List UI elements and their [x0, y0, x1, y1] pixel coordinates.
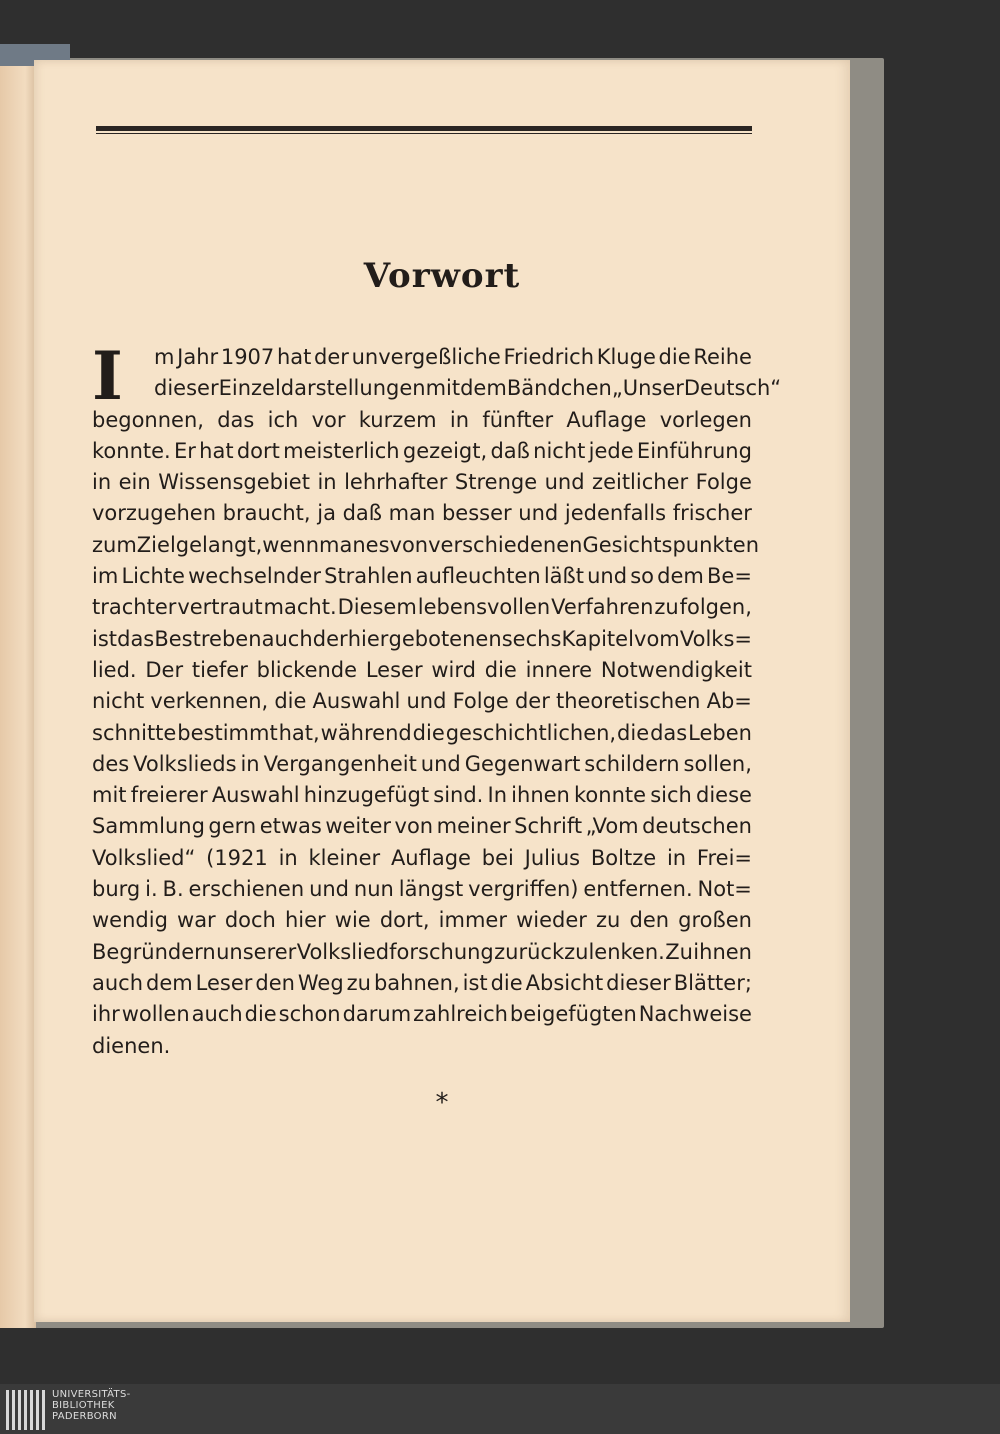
- text-line: m Jahr 1907 hat der unvergeßliche Friedrich Kluge die Reihe: [154, 345, 752, 369]
- text-line: wendig war doch hier wie dort, immer wieder zu den großen: [92, 908, 752, 933]
- page-title: Vorwort: [363, 256, 521, 296]
- text-line: schnitte bestimmt hat, während die geschichtlichen, die das Leben: [92, 720, 752, 745]
- text-line: lied. Der tiefer blickende Leser wird die innere Notwendigkeit: [92, 657, 752, 682]
- text-line: zum Ziel gelangt, wenn man es von verschiedenen Gesichtspunkten: [92, 532, 760, 557]
- text-line: des Volkslieds in Vergangenheit und Gegenwart schildern sollen,: [92, 751, 752, 776]
- text-line: dieser Einzeldarstellungen mit dem Bändchen „Unser Deutsch“: [154, 376, 782, 401]
- text-line: im Lichte wechselnder Strahlen aufleuchten läßt und so dem Be=: [92, 564, 752, 589]
- text-line: begonnen, das ich vor kurzem in fünfter Auflage vorlegen: [92, 407, 752, 432]
- header-rule: [96, 126, 752, 134]
- library-logo-text: [52, 1389, 131, 1422]
- facing-page-edge: [0, 48, 36, 1328]
- book-page: [34, 60, 850, 1322]
- logo-line-3: PADERBORN: [52, 1411, 117, 1422]
- text-line: Sammlung gern etwas weiter von meiner Schrift „Vom deutschen: [92, 814, 752, 839]
- logo-line-2: BIBLIOTHEK: [52, 1400, 115, 1411]
- body-text: [92, 337, 782, 1062]
- library-logo-icon: [6, 1390, 46, 1430]
- text-line: auch dem Leser den Weg zu bahnen, ist die Absicht dieser Blätter;: [92, 970, 752, 995]
- text-line: ist das Bestreben auch der hier gebotenen sechs Kapitel vom Volks=: [92, 626, 752, 651]
- text-line: Begründern unserer Volksliedforschung zurückzulenken. Zu ihnen: [92, 939, 752, 964]
- text-line: burg i. B. erschienen und nun längst vergriffen) entfernen. Not=: [92, 877, 752, 902]
- text-line: nicht verkennen, die Auswahl und Folge der theoretischen Ab=: [92, 689, 752, 714]
- footer-bar: [0, 1384, 1000, 1434]
- text-line: vorzugehen braucht, ja daß man besser und jedenfalls frischer: [92, 501, 752, 526]
- text-line: ihr wollen auch die schon darum zahlreich beigefügten Nachweise: [92, 1002, 752, 1027]
- text-line: trachter vertraut macht. Diesem lebensvollen Verfahren zu folgen,: [92, 595, 752, 620]
- drop-cap: I: [92, 337, 123, 415]
- logo-line-1: UNIVERSITÄTS-: [52, 1389, 131, 1400]
- text-line: mit freierer Auswahl hinzugefügt sind. In ihnen konnte sich diese: [92, 783, 752, 808]
- text-line: konnte. Er hat dort meisterlich gezeigt, daß nicht jede Einführung: [92, 438, 752, 463]
- text-line: dienen.: [92, 1033, 171, 1058]
- section-separator: *: [435, 1088, 449, 1118]
- text-line: in ein Wissensgebiet in lehrhafter Strenge und zeitlicher Folge: [92, 470, 752, 495]
- text-line: Volkslied“ (1921 in kleiner Auflage bei Julius Boltze in Frei=: [92, 845, 752, 870]
